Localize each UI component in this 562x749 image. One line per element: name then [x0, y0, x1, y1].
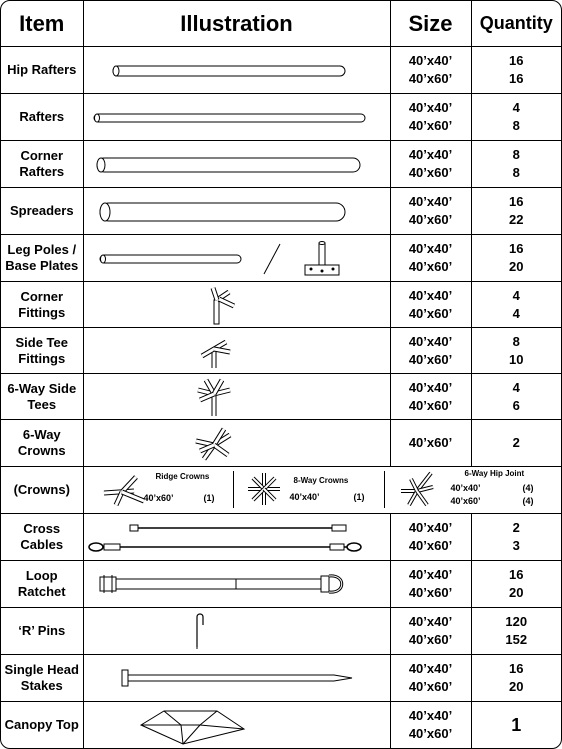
size-value: 40’x40’ — [408, 333, 453, 349]
corner-fitting-icon — [84, 282, 391, 327]
size-value: 40’x60’ — [408, 165, 453, 180]
rafter-illustration — [83, 94, 390, 141]
size-cell — [390, 328, 471, 374]
spreader-icon — [84, 189, 391, 234]
size-value: 40’x60’ — [408, 305, 453, 321]
size-value: 40’x60’ — [408, 71, 453, 86]
size-value: 40’x40’ — [408, 194, 453, 209]
crown-size: 40’x60’ — [143, 493, 174, 503]
qty-value: 152 — [505, 632, 528, 647]
qty-value: 20 — [509, 585, 524, 600]
size-value: 40’x40’ — [408, 567, 453, 582]
qty-value: 6 — [512, 397, 520, 413]
table-row — [1, 282, 561, 328]
item-name: (Crowns) — [1, 467, 83, 514]
qty-cell — [471, 47, 561, 94]
crown-qty: (1) — [353, 492, 365, 502]
single-head-stake-icon — [84, 656, 391, 701]
leg-pole-base-plate-icon — [84, 236, 391, 281]
qty-value: 10 — [509, 351, 524, 367]
six-way-side-tee-icon — [84, 374, 391, 419]
hip-rafter-icon — [84, 48, 391, 93]
size-value: 40’x60’ — [408, 679, 453, 694]
canopy-top-icon — [84, 703, 391, 748]
table-row — [1, 514, 561, 561]
crown-title: 8-Way Crowns — [293, 476, 349, 485]
qty-cell — [471, 702, 561, 749]
size-cell — [390, 94, 471, 141]
qty-value: 2 — [512, 435, 520, 450]
size-value: 40’x60’ — [408, 118, 453, 133]
table-row — [1, 235, 561, 282]
size-cell — [390, 141, 471, 188]
qty-value: 22 — [509, 212, 524, 227]
crown-size: 40’x60’ — [450, 496, 481, 506]
size-cell — [390, 514, 471, 561]
item-name: Hip Rafters — [1, 47, 83, 94]
size-cell — [390, 188, 471, 235]
item-name: Leg Poles / Base Plates — [1, 235, 83, 282]
qty-value: 2 — [512, 520, 520, 535]
table-row — [1, 702, 561, 749]
qty-cell — [471, 235, 561, 282]
size-value: 40’x60’ — [408, 397, 453, 413]
size-value: 40’x60’ — [408, 538, 453, 553]
r-pin-icon — [84, 609, 391, 654]
size-value: 40’x40’ — [408, 708, 453, 724]
qty-cell — [471, 328, 561, 374]
qty-cell — [471, 141, 561, 188]
qty-value: 16 — [509, 661, 524, 676]
six-way-crown-icon — [84, 421, 391, 466]
item-name: 6-Way Side Tees — [1, 374, 83, 420]
crown-qty: (4) — [522, 483, 534, 493]
crown-title: 6-Way Hip Joint — [464, 469, 525, 478]
qty-value: 8 — [512, 165, 520, 180]
cross-cable-illustration — [83, 514, 390, 561]
item-name: Canopy Top — [1, 702, 83, 749]
table-row — [1, 47, 561, 94]
qty-cell — [471, 282, 561, 328]
qty-value: 4 — [512, 379, 520, 395]
qty-cell — [471, 94, 561, 141]
size-cell — [390, 235, 471, 282]
size-cell — [390, 420, 471, 467]
size-value: 40’x60’ — [408, 726, 453, 742]
item-name: Corner Fittings — [1, 282, 83, 328]
qty-value: 8 — [512, 147, 520, 162]
six-way-hip-joint-icon — [393, 467, 443, 512]
qty-cell — [471, 514, 561, 561]
qty-value: 16 — [509, 71, 524, 86]
eight-way-crown-icon — [240, 467, 290, 512]
qty-value: 8 — [512, 118, 520, 133]
six-way-side-tee-illustration — [83, 374, 390, 420]
six-way-hip-joint-block — [385, 467, 561, 512]
stake-illustration — [83, 655, 390, 702]
hip-rafter-illustration — [83, 47, 390, 94]
size-value: 40’x60’ — [408, 212, 453, 227]
rafter-icon — [84, 95, 391, 140]
header-quantity: Quantity — [471, 1, 561, 47]
qty-value: 20 — [509, 679, 524, 694]
header-row — [1, 1, 561, 47]
qty-value: 20 — [509, 259, 524, 274]
size-cell — [390, 702, 471, 749]
parts-table — [1, 1, 561, 749]
r-pin-illustration — [83, 608, 390, 655]
table-row — [1, 561, 561, 608]
qty-value: 1 — [511, 714, 522, 735]
item-name: Rafters — [1, 94, 83, 141]
leg-pole-illustration — [83, 235, 390, 282]
qty-value: 4 — [512, 100, 520, 115]
table-row — [1, 374, 561, 420]
qty-cell — [471, 655, 561, 702]
size-value: 40’x40’ — [408, 100, 453, 115]
corner-fitting-illustration — [83, 282, 390, 328]
size-value: 40’x60’ — [408, 632, 453, 647]
header-illustration: Illustration — [83, 1, 390, 47]
size-value: 40’x40’ — [408, 661, 453, 676]
size-value: 40’x60’ — [408, 435, 453, 450]
side-tee-fitting-icon — [84, 328, 391, 373]
qty-cell — [471, 420, 561, 467]
qty-value: 4 — [512, 305, 520, 321]
size-value: 40’x40’ — [408, 614, 453, 629]
qty-cell — [471, 188, 561, 235]
crowns-detail-cell — [83, 467, 561, 514]
six-way-crown-illustration — [83, 420, 390, 467]
size-cell — [390, 608, 471, 655]
crown-size: 40’x40’ — [289, 492, 320, 502]
size-cell — [390, 374, 471, 420]
table-row — [1, 328, 561, 374]
cross-cable-icon — [84, 515, 391, 560]
corner-rafter-icon — [84, 142, 391, 187]
size-value: 40’x60’ — [408, 259, 453, 274]
size-cell — [390, 655, 471, 702]
size-value: 40’x40’ — [408, 241, 453, 256]
qty-value: 4 — [512, 287, 520, 303]
size-value: 40’x40’ — [408, 53, 453, 68]
size-value: 40’x40’ — [408, 147, 453, 162]
table-row — [1, 420, 561, 467]
item-name: Corner Rafters — [1, 141, 83, 188]
qty-value: 16 — [509, 567, 524, 582]
item-name: ‘R’ Pins — [1, 608, 83, 655]
size-value: 40’x60’ — [408, 585, 453, 600]
item-name: 6-Way Crowns — [1, 420, 83, 467]
table-row — [1, 188, 561, 235]
table-row — [1, 467, 561, 514]
item-name: Cross Cables — [1, 514, 83, 561]
qty-value: 16 — [509, 194, 524, 209]
crown-qty: (4) — [522, 496, 534, 506]
qty-value: 16 — [509, 53, 524, 68]
crown-qty: (1) — [203, 493, 215, 503]
crown-title: Ridge Crowns — [155, 472, 210, 481]
qty-cell — [471, 374, 561, 420]
item-name: Spreaders — [1, 188, 83, 235]
ridge-crown-block — [84, 467, 232, 512]
qty-value: 8 — [512, 333, 520, 349]
size-cell — [390, 561, 471, 608]
table-row — [1, 141, 561, 188]
loop-ratchet-illustration — [83, 561, 390, 608]
crown-size: 40’x40’ — [450, 483, 481, 493]
canopy-top-illustration — [83, 702, 390, 749]
size-value: 40’x60’ — [408, 351, 453, 367]
qty-cell — [471, 608, 561, 655]
table-row — [1, 608, 561, 655]
loop-ratchet-icon — [84, 562, 391, 607]
side-tee-illustration — [83, 328, 390, 374]
size-cell — [390, 47, 471, 94]
qty-value: 120 — [505, 614, 528, 629]
item-name: Loop Ratchet — [1, 561, 83, 608]
item-name: Side Tee Fittings — [1, 328, 83, 374]
size-value: 40’x40’ — [408, 379, 453, 395]
qty-value: 16 — [509, 241, 524, 256]
item-name: Single Head Stakes — [1, 655, 83, 702]
eight-way-crown-block — [234, 467, 385, 512]
size-cell — [390, 282, 471, 328]
table-row — [1, 94, 561, 141]
corner-rafter-illustration — [83, 141, 390, 188]
size-value: 40’x40’ — [408, 520, 453, 535]
table-row — [1, 655, 561, 702]
header-item: Item — [1, 1, 83, 47]
qty-value: 3 — [512, 538, 520, 553]
size-value: 40’x40’ — [408, 287, 453, 303]
qty-cell — [471, 561, 561, 608]
spreader-illustration — [83, 188, 390, 235]
header-size: Size — [390, 1, 471, 47]
